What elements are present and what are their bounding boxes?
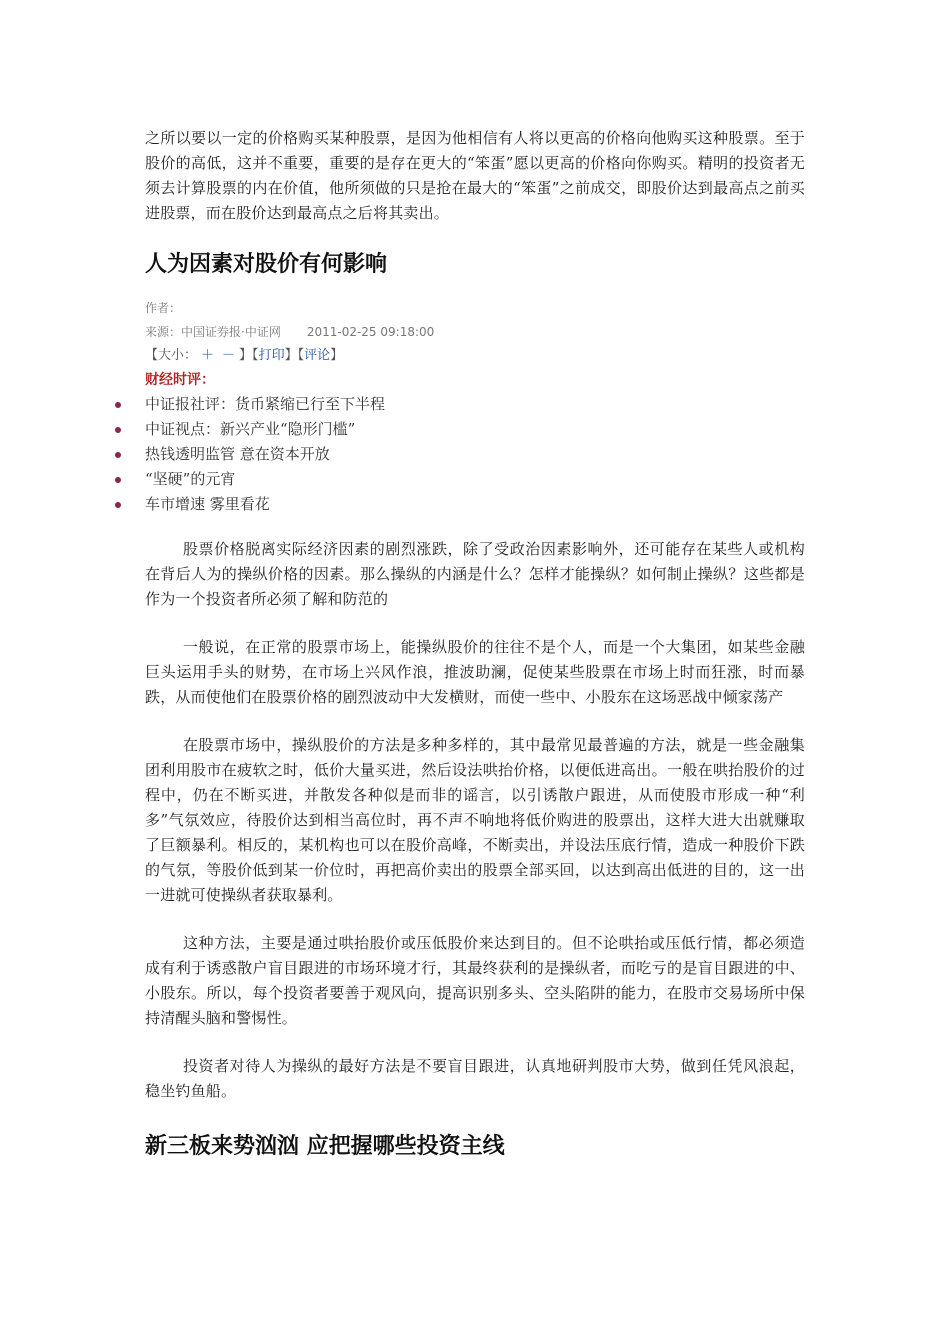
intro-paragraph: 之所以要以一定的价格购买某种股票，是因为他相信有人将以更高的价格向他购买这种股票。至于股价的高低，这并不重要，重要的是存在更大的“笨蛋”愿以更高的价格向你购买。精明的投资者无须去计算股票的内在价值，他所须做的只是抢在最大的“笨蛋”之前成交，即股价达到最高点之前买进股票，而在股价达到最高点之后将其卖出。 — [145, 129, 805, 222]
bullet-icon — [115, 427, 121, 433]
size-open: 【大小： — [145, 348, 198, 363]
print-link[interactable]: 打印 — [258, 348, 285, 363]
article-title: 人为因素对股价有何影响 — [145, 252, 388, 277]
related-link[interactable] — [145, 492, 805, 517]
author-line: 作者： — [145, 301, 182, 315]
document-page — [145, 126, 805, 1162]
source-line — [145, 320, 805, 344]
related-link[interactable] — [145, 442, 805, 467]
related-link-text[interactable]: 中证视点：新兴产业“隐形门槛” — [145, 420, 356, 438]
related-link-text[interactable]: 中证报社评：货币紧缩已行至下半程 — [145, 395, 386, 413]
related-link-text[interactable]: “坚硬”的元宵 — [145, 470, 236, 488]
publish-datetime: 2011-02-25 09:18:00 — [306, 325, 435, 339]
font-increase-button[interactable]: ＋ — [201, 348, 215, 363]
size-close: 】【 — [239, 348, 259, 363]
bullet-icon — [115, 477, 121, 483]
bullet-icon — [115, 452, 121, 458]
next-article-title: 新三板来势汹汹 应把握哪些投资主线 — [145, 1134, 505, 1159]
article-tools — [145, 344, 805, 368]
related-link[interactable] — [145, 392, 805, 417]
body-paragraph: 一般说，在正常的股票市场上，能操纵股价的往往不是个人，而是一个大集团，如某些金融巨头运用手头的财势，在市场上兴风作浪，推波助澜，促使某些股票在市场上时而狂涨，时而暴跌，从而使他们在股票价格的剧烈波动中大发横财，而使一些中、小股东在这场恶战中倾家荡产 — [145, 638, 805, 706]
related-link[interactable] — [145, 417, 805, 442]
related-link[interactable] — [145, 467, 805, 492]
body-paragraph: 投资者对待人为操纵的最好方法是不要盲目跟进，认真地研判股市大势，做到任凭风浪起，稳坐钓鱼船。 — [145, 1057, 805, 1100]
tools-end: 】 — [330, 348, 344, 363]
font-decrease-button[interactable]: － — [222, 348, 236, 363]
related-link-text[interactable]: 热钱透明监管 意在资本开放 — [145, 445, 330, 463]
comment-link[interactable]: 评论 — [304, 348, 331, 363]
body-paragraph: 在股票市场中，操纵股价的方法是多种多样的，其中最常见最普遍的方法，就是一些金融集团利用股市在疲软之时，低价大量买进，然后设法哄抬价格，以便低进高出。一般在哄抬股价的过程中，仍在不断买进，并散发各种似是而非的谣言，以引诱散户跟进，从而使股市形成一种“利多”气氛效应，待股价达到相当高位时，再不声不响地将低价购进的股票出，这样大进大出就赚取了巨额暴利。相反的，某机构也可以在股价高峰，不断卖出，并设法压底行情，造成一种股价下跌的气氛，等股价低到某一价位时，再把高价卖出的股票全部买回，以达到高出低进的目的，这一出一进就可使操纵者获取暴利。 — [145, 736, 805, 904]
related-link-text[interactable]: 车市增速 雾里看花 — [145, 495, 270, 513]
finance-commentary-heading: 财经时评： — [145, 372, 215, 388]
bullet-icon — [115, 502, 121, 508]
related-links-list — [145, 392, 805, 517]
source-label: 来源：中国证券报·中证网 — [145, 325, 281, 339]
body-paragraph: 股票价格脱离实际经济因素的剧烈涨跌，除了受政治因素影响外，还可能存在某些人或机构在背后人为的操纵价格的因素。那么操纵的内涵是什么？怎样才能操纵？如何制止操纵？这些都是作为一个投资者所必须了解和防范的 — [145, 540, 805, 608]
bullet-icon — [115, 402, 121, 408]
tools-separator: 】【 — [284, 348, 305, 363]
body-paragraph: 这种方法，主要是通过哄抬股价或压低股价来达到目的。但不论哄抬或压低行情，都必须造成有利于诱惑散户盲目跟进的市场环境才行，其最终获利的是操纵者，而吃亏的是盲目跟进的中、小股东。所以，每个投资者要善于观风向，提高识别多头、空头陷阱的能力，在股市交易场所中保持清醒头脑和警惕性。 — [145, 934, 805, 1027]
